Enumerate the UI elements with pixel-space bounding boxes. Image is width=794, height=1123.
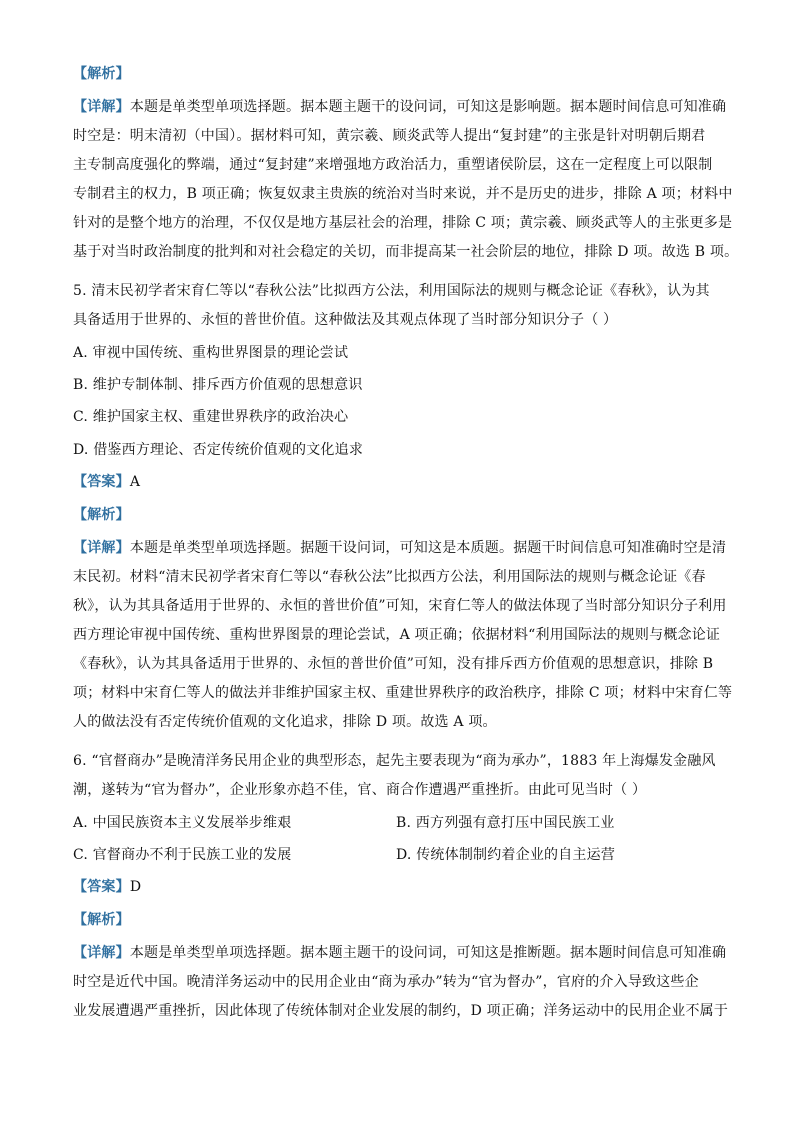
analysis-heading xyxy=(73,64,723,84)
option-a: A. 审视中国传统、重构世界图景的理论尝试 xyxy=(73,345,349,361)
analysis-tag: 【解析】 xyxy=(73,66,130,82)
option-b: B. 西方列强有意打压中国民族工业 xyxy=(396,815,615,831)
detail-line xyxy=(73,97,727,117)
option-d: D. 借鉴西方理论、否定传统价值观的文化追求 xyxy=(73,442,364,458)
option-c: C. 官督商办不利于民族工业的发展 xyxy=(73,847,292,863)
detail-line: 专制君主的权力，B 项正确；恢复奴隶主贵族的统治对当时来说，并不是历史的进步，排除 A 项；材料中 xyxy=(73,186,733,202)
detail-line: 时空是近代中国。晚清洋务运动中的民用企业由“商为承办”转为“官为督办”，官府的介入导致这些企 xyxy=(73,974,699,990)
detail-line: 末民初。材料“清末民初学者宋育仁等以“春秋公法”比拟西方公法，利用国际法的规则与概念论证《春 xyxy=(73,569,706,585)
detail-line: 时空是：明末清初（中国）。据材料可知，黄宗羲、顾炎武等人提出“复封建”的主张是针对明朝后期君 xyxy=(73,128,706,144)
answer-line xyxy=(73,877,723,897)
detail-line: 人的做法没有否定传统价值观的文化追求，排除 D 项。故选 A 项。 xyxy=(73,714,497,730)
analysis-tag: 【解析】 xyxy=(73,507,130,523)
detail-line: 《春秋》，认为其具备适用于世界的、永恒的普世价值”可知，没有排斥西方价值观的思想意识，排除 B xyxy=(73,656,714,672)
detail-line: 针对的是整个地方的治理，不仅仅是地方基层社会的治理，排除 C 项；黄宗羲、顾炎武等人的主张更多是 xyxy=(73,215,733,231)
detail-tag: 【详解】 xyxy=(73,99,130,115)
detail-line xyxy=(73,943,727,963)
answer-value: A xyxy=(129,474,141,490)
detail-text: 本题是单类型单项选择题。据题干设问词，可知这是本质题。据题干时间信息可知准确时空是清 xyxy=(129,540,727,556)
options-row xyxy=(73,813,723,833)
detail-line: 基于对当时政治制度的批判和对社会稳定的关切，而非提高某一社会阶层的地位，排除 D 项。故选 B 项。 xyxy=(73,244,739,260)
option-a: A. 中国民族资本主义发展举步维艰 xyxy=(73,815,292,831)
question-5-stem: 5. 清末民初学者宋育仁等以“春秋公法”比拟西方公法，利用国际法的规则与概念论证《春秋》，认为其 xyxy=(73,283,710,299)
detail-line: 项；材料中宋育仁等人的做法并非维护国家主权、重建世界秩序的政治秩序，排除 C 项；材料中宋育仁等 xyxy=(73,685,733,701)
question-6-stem: 6. “官督商办”是晚清洋务民用企业的典型形态，起先主要表现为“商为承办”，1883 年上海爆发金融风 xyxy=(73,753,716,769)
option-c: C. 维护国家主权、重建世界秩序的政治决心 xyxy=(73,409,349,425)
analysis-tag: 【解析】 xyxy=(73,912,130,928)
option-d: D. 传统体制制约着企业的自主运营 xyxy=(396,847,616,863)
answer-tag: 【答案】 xyxy=(73,879,130,895)
answer-value: D xyxy=(129,879,142,895)
options-row xyxy=(73,845,723,865)
detail-tag: 【详解】 xyxy=(73,540,130,556)
detail-tag: 【详解】 xyxy=(73,945,130,961)
detail-line: 秋》，认为其具备适用于世界的、永恒的普世价值”可知，宋育仁等人的做法体现了当时部分知识分子利用 xyxy=(73,598,727,614)
detail-text: 本题是单类型单项选择题。据本题主题干的设问词，可知这是推断题。据本题时间信息可知准确 xyxy=(129,945,727,961)
detail-line: 主专制高度强化的弊端，通过“复封建”来增强地方政治活力，重塑诸侯阶层，这在一定程度上可以限制 xyxy=(73,157,713,173)
detail-line: 业发展遭遇严重挫折，因此体现了传统体制对企业发展的制约，D 项正确；洋务运动中的民用企业不属于 xyxy=(73,1003,729,1019)
answer-line xyxy=(73,472,723,492)
question-5-stem: 具备适用于世界的、永恒的普世价值。这种做法及其观点体现了当时部分知识分子（ ） xyxy=(73,312,618,328)
analysis-heading xyxy=(73,505,723,525)
detail-line xyxy=(73,538,727,558)
analysis-heading xyxy=(73,910,723,930)
detail-line: 西方理论审视中国传统、重构世界图景的理论尝试，A 项正确；依据材料“利用国际法的规则与概念论证 xyxy=(73,627,721,643)
option-b: B. 维护专制体制、排斥西方价值观的思想意识 xyxy=(73,377,363,393)
answer-tag: 【答案】 xyxy=(73,474,130,490)
question-6-stem: 潮，遂转为“官为督办”，企业形象亦趋不佳，官、商合作遭遇严重挫折。由此可见当时（ ） xyxy=(73,782,647,798)
detail-text: 本题是单类型单项选择题。据本题主题干的设问词，可知这是影响题。据本题时间信息可知准确 xyxy=(129,99,727,115)
